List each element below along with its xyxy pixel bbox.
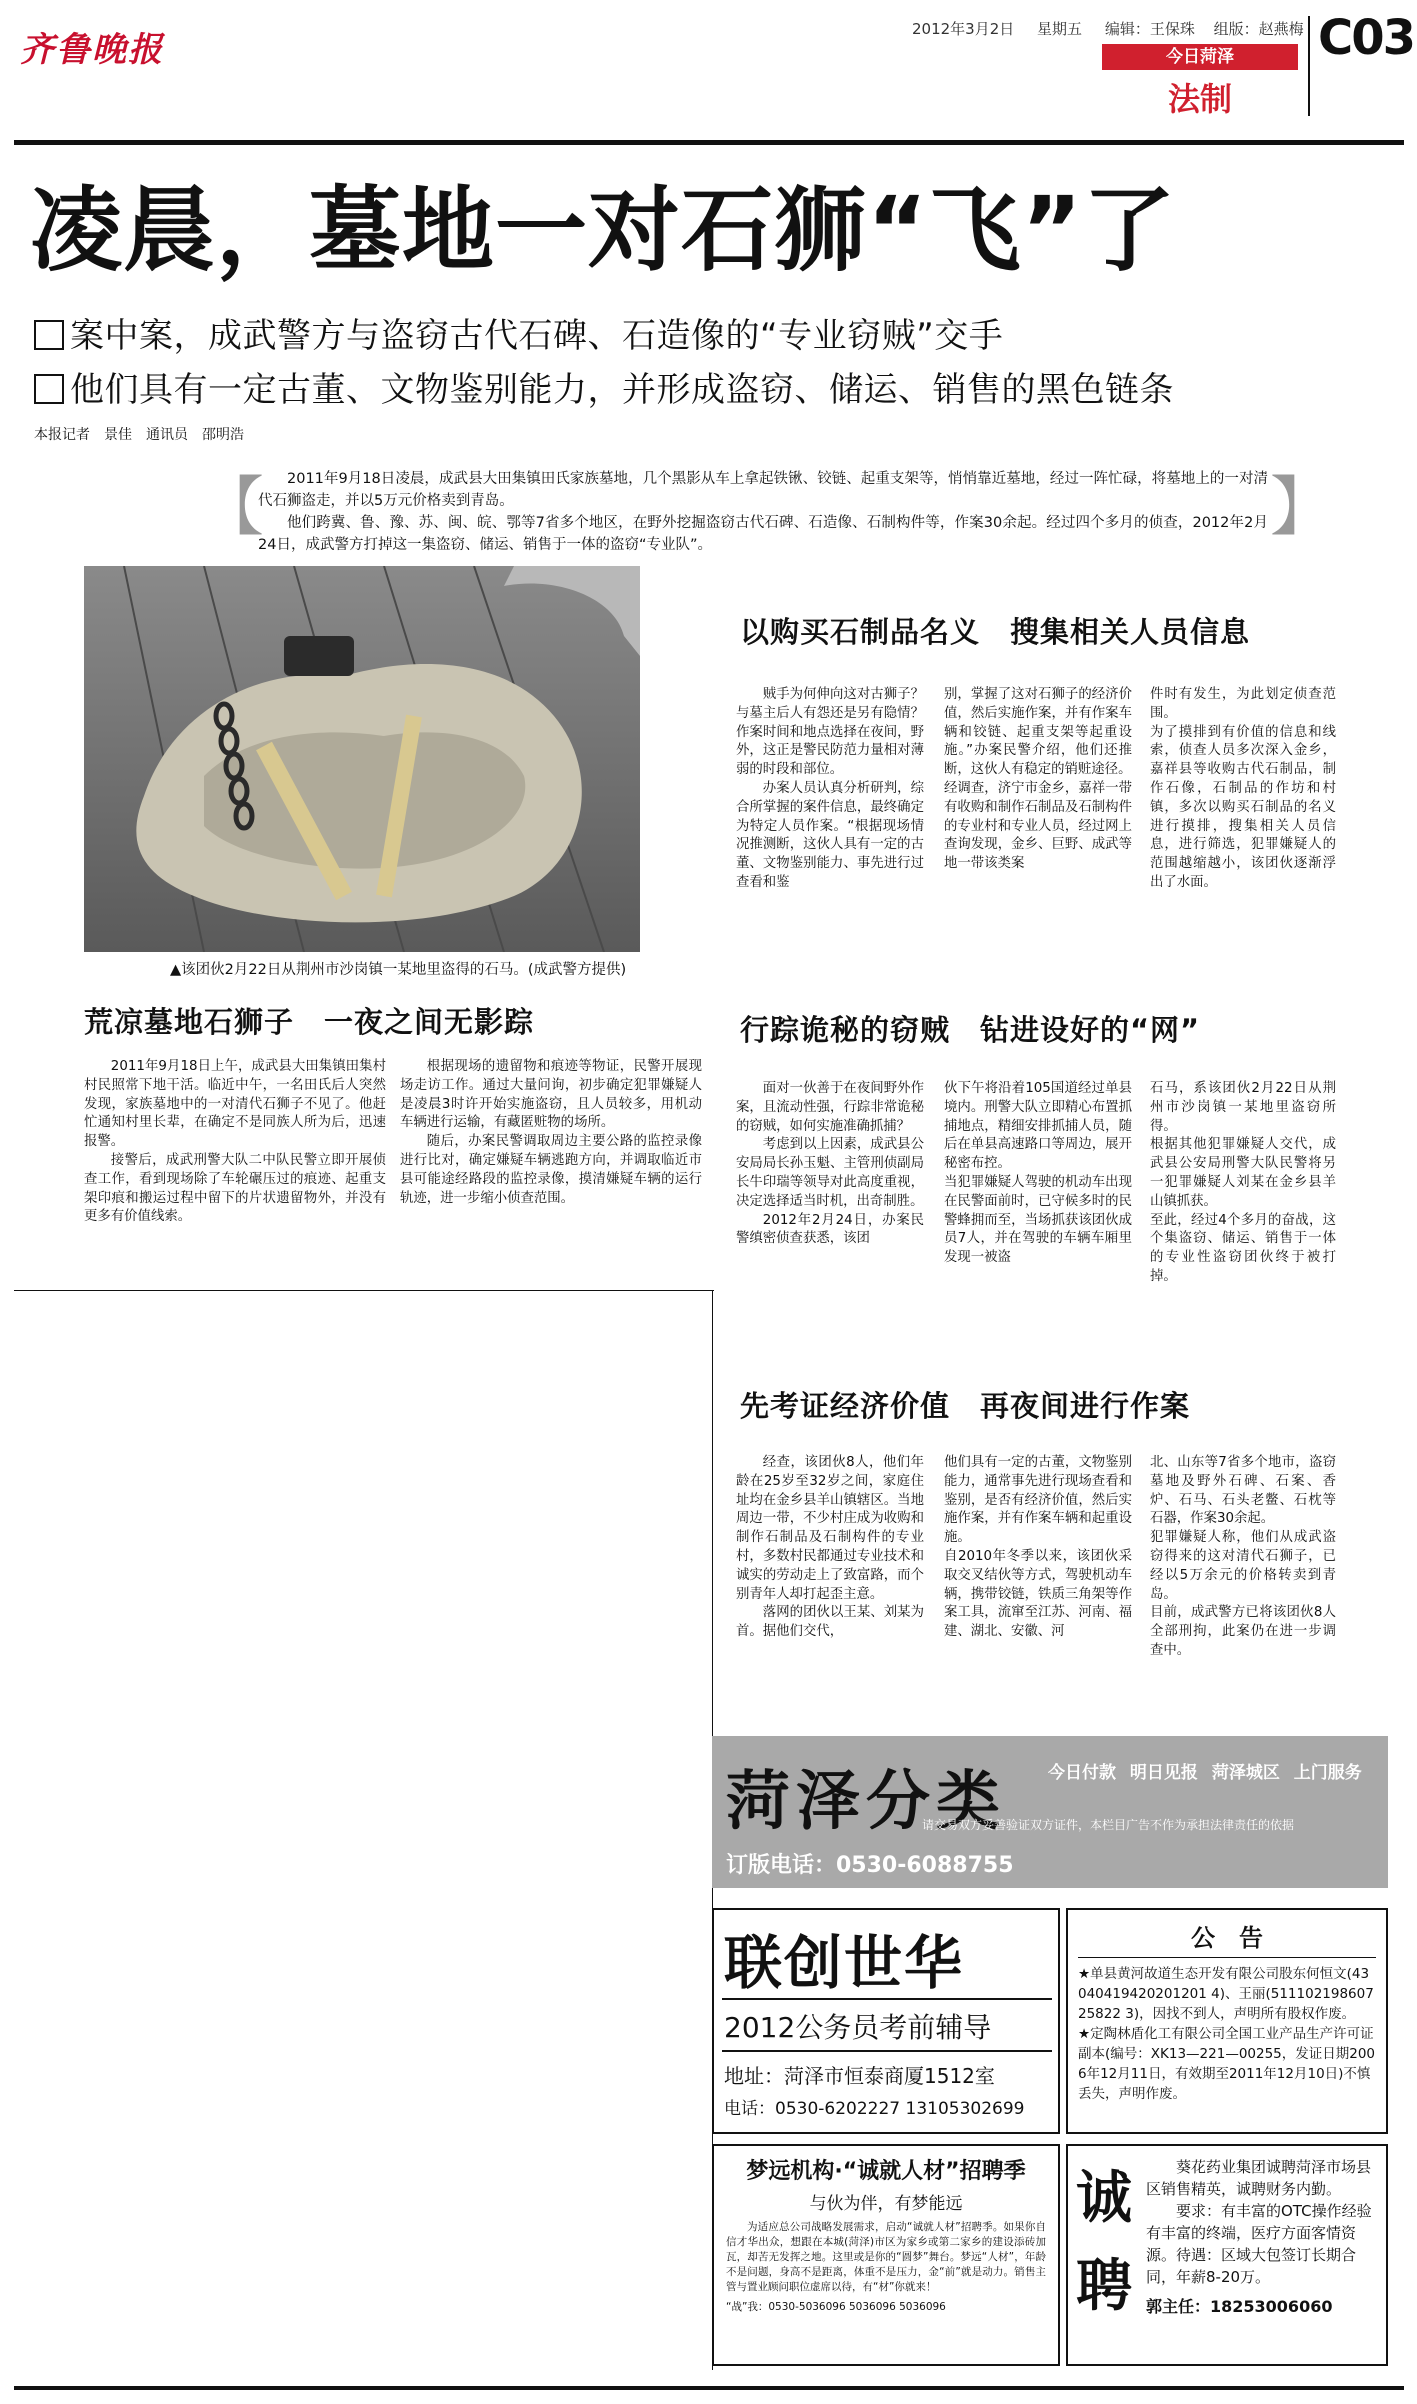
checkbox-icon [34, 374, 64, 404]
lead-p2: 他们跨冀、鲁、豫、苏、闽、皖、鄂等7省多个地区，在野外挖掘盗窃古代石碑、石造像、石制构件等，作案30余起。经过四个多月的侦查，2012年2月24日，成武警方打掉这一集盗窃、储运、销售于一体的盗窃“专业队”。 [258, 515, 1268, 553]
notice-item: ★单县黄河故道生态开发有限公司股东何恒文(43040419420201201 4)、王丽(51110219860725822 3)，因找不到人，声明所有股权作废。 [1078, 1966, 1374, 2022]
lead-bracket-left: 【 [200, 471, 264, 545]
classified-note: 请交易双方妥善验证双方证件，本栏目广告不作为承担法律责任的依据 [922, 1818, 1295, 1832]
paragraph: 当犯罪嫌疑人驾驶的机动车出现在民警面前时，已守候多时的民警蜂拥而至，当场抓获该团伙成员7人，并在驾驶的车辆车厢里发现一被盗 [944, 1174, 1132, 1266]
byline: 本报记者 景佳 通讯员 邵明浩 [34, 427, 244, 443]
section2-col1 [736, 686, 924, 893]
training-brand: 联创世华 [724, 1929, 965, 1997]
paragraph: 伙下午将沿着105国道经过单县境内。刑警大队立即精心布置抓捕地点，精细安排抓捕人员，随后在单县高速路口等周边，展开秘密布控。 [944, 1081, 1132, 1172]
classified-banner [712, 1736, 1388, 1888]
issue-weekday: 星期五 [1037, 20, 1083, 38]
hiring-big-char: 聘 [1076, 2254, 1132, 2319]
recruit-ad [712, 2144, 1060, 2366]
paragraph: 考虑到以上因素，成武县公安局局长孙玉魁、主管刑侦副局长牛印瑞等领导对此高度重视，决定选择适当时机，出奇制胜。 [736, 1137, 924, 1209]
stone-horse-photo [84, 566, 640, 952]
section3-col1 [736, 1080, 924, 1249]
section-title-3: 行踪诡秘的窃贼 钻进设好的“网” [740, 1013, 1201, 1047]
training-divider-2 [722, 2050, 1052, 2052]
section1-col2 [400, 1058, 702, 1208]
paragraph: 根据其他犯罪嫌疑人交代，成武县公安局刑警大队民警将另一犯罪嫌疑人刘某在金乡县羊山镇抓获。 [1150, 1137, 1336, 1209]
designer-credit: 组版：赵燕梅 [1213, 20, 1304, 38]
editor-credit: 编辑：王保珠 [1104, 20, 1195, 38]
page-number: C03 [1318, 10, 1415, 66]
lead-bracket-right: 】 [1270, 471, 1334, 545]
checkbox-icon [34, 320, 64, 350]
hiring-ad [1066, 2144, 1388, 2366]
paragraph: 贼手为何伸向这对古狮子？与墓主后人有怨还是另有隐情？作案时间和地点选择在夜间，野外，这正是警民防范力量相对薄弱的时段和部位。 [736, 687, 924, 778]
paragraph: 北、山东等7省多个地市，盗窃墓地及野外石碑、石案、香炉、石马、石头老鳖、石枕等石器，作案30余起。 [1150, 1455, 1336, 1527]
classified-tag: 明日见报 [1129, 1763, 1198, 1783]
classified-title: 菏泽分类 [726, 1765, 1006, 1839]
section-name: 法制 [1167, 80, 1232, 118]
paragraph: 自2010年冬季以来，该团伙采取交叉结伙等方式，驾驶机动车辆，携带铰链，铁质三角架等作案工具，流窜至江苏、河南、福建、湖北、安徽、河 [944, 1548, 1132, 1640]
classified-tags [1048, 1758, 1362, 1783]
lead-p1: 2011年9月18日凌晨，成武县大田集镇田氏家族墓地，几个黑影从车上拿起铁锹、铰链、起重支架等，悄悄靠近墓地，经过一阵忙碌，将墓地上的一对清代石狮盗走，并以5万元价格卖到青岛。 [258, 471, 1268, 509]
left-block-top-rule [14, 1290, 714, 1291]
section4-col1 [736, 1454, 924, 1642]
hiring-text [1146, 2156, 1380, 2318]
paper-logo: 齐鲁晚报 [20, 30, 164, 70]
training-phone: 电话：0530-6202227 13105302699 [724, 2099, 1025, 2119]
training-course: 2012公务员考前辅导 [724, 2011, 992, 2044]
paragraph: 经调查，济宁市金乡，嘉祥一带有收购和制作石制品及石制构件的专业村和专业人员，经过网上查询发现，金乡、巨野、成武等地一带该类案 [944, 780, 1132, 872]
masthead-rule [14, 140, 1404, 145]
classified-tag: 今日付款 [1048, 1763, 1116, 1783]
section-title-4: 先考证经济价值 再夜间进行作案 [740, 1389, 1191, 1423]
section-title-1: 荒凉墓地石狮子 一夜之间无影踪 [84, 1005, 535, 1039]
hiring-line: 葵花药业集团诚聘菏泽市场县区销售精英，诚聘财务内勤。 [1146, 2158, 1372, 2198]
recruit-body: 为适应总公司战略发展需求，启动“诚就人材”招聘季。如果你自信才华出众，想跟在本城(菏泽)市区为家乡或第二家乡的建设添砖加瓦，却苦无发挥之地。这里或是你的“圆梦”舞台。梦远“人材”，年龄不是问题，身高不是距离，体重不是压力，金“前”就是动力。销售主管与置业顾问职位虚席以待，有“材”你就来！ [726, 2221, 1046, 2293]
lead-paragraph [258, 468, 1268, 556]
footer-rule [14, 2386, 1404, 2390]
photo-caption: ▲该团伙2月22日从荆州市沙岗镇一某地里盗得的石马。(成武警方提供) [170, 962, 627, 978]
paragraph: 他们具有一定的古董，文物鉴别能力，通常事先进行现场查看和鉴别，是否有经济价值，然后实施作案，并有作案车辆和起重设施。 [944, 1455, 1132, 1546]
paragraph: 石马，系该团伙2月22日从荆州市沙岗镇一某地里盗窃所得。 [1150, 1081, 1336, 1134]
paragraph: 落网的团伙以王某、刘某为首。据他们交代， [736, 1605, 924, 1640]
classified-phone: 订版电话：0530-6088755 [726, 1853, 1014, 1878]
paragraph: 办案人员认真分析研判，综合所掌握的案件信息，最终确定为特定人员作案。“根据现场情况推测断，这伙人具有一定的古董、文物鉴别能力、事先进行过查看和鉴 [736, 780, 924, 890]
notice-divider [1078, 1957, 1376, 1958]
hiring-big-char: 诚 [1076, 2166, 1132, 2231]
section3-col2 [944, 1080, 1132, 1268]
paragraph: 犯罪嫌疑人称，他们从成武盗窃得来的这对清代石狮子，已经以5万余元的价格转卖到青岛。 [1150, 1530, 1336, 1602]
paragraph: 2011年9月18日上午，成武县大田集镇田集村村民照常下地干活。临近中午，一名田氏后人突然发现，家族墓地中的一对清代石狮子不见了。他赶忙通知村里长辈，在确定不是同族人所为后，迅速报警。 [84, 1059, 386, 1150]
headline: 凌晨，墓地一对石狮“飞”了 [30, 177, 1176, 284]
paragraph: 别，掌握了这对石狮子的经济价值，然后实施作案，并有作案车辆和铰链、起重支架等起重设施。”办案民警介绍，他们还推断，这伙人有稳定的销赃途径。 [944, 687, 1132, 778]
section-tag: 今日菏泽 [1102, 44, 1298, 70]
paragraph: 2012年2月24日，办案民警缜密侦查获悉，该团 [736, 1212, 924, 1247]
section1-col1 [84, 1058, 386, 1227]
paragraph: 根据现场的遗留物和痕迹等物证，民警开展现场走访工作。通过大量问询，初步确定犯罪嫌疑人是凌晨3时许开始实施盗窃，且人员较多，用机动车辆进行运输，有藏匿赃物的场所。 [400, 1059, 702, 1131]
section-title-2: 以购买石制品名义 搜集相关人员信息 [740, 615, 1251, 649]
paragraph: 面对一伙善于在夜间野外作案，且流动性强，行踪非常诡秘的窃贼，如何实施准确抓捕？ [736, 1081, 924, 1134]
paragraph: 件时有发生，为此划定侦查范围。 [1150, 687, 1336, 721]
hiring-line: 要求：有丰富的OTC操作经验有丰富的终端，医疗方面客情资源。待遇：区域大包签订长期合同，年薪8-20万。 [1146, 2202, 1372, 2286]
notice-item: ★定陶林盾化工有限公司全国工业产品生产许可证副本(编号：XK13—221—00255，发证日期2006年12月11日，有效期至2011年12月10日)不慎丢失，声明作废。 [1078, 2026, 1376, 2102]
issue-info [912, 18, 1304, 39]
photo-illustration [84, 566, 640, 952]
subhead-2: 他们具有一定古董、文物鉴别能力，并形成盗窃、储运、销售的黑色链条 [34, 362, 1174, 411]
hiring-contact: 郭主任：18253006060 [1146, 2297, 1333, 2316]
training-ad [712, 1908, 1060, 2134]
recruit-title: 梦远机构·“诚就人材”招聘季 [746, 2159, 1026, 2184]
paragraph: 接警后，成武刑警大队二中队民警立即开展侦查工作，看到现场除了车轮碾压过的痕迹、起重支架印痕和搬运过程中留下的片状遗留物外，并没有更多有价值线索。 [84, 1152, 386, 1225]
section3-col3 [1150, 1080, 1336, 1287]
paragraph: 至此，经过4个多月的奋战，这个集盗窃、储运、销售于一体的专业性盗窃团伙终于被打掉。 [1150, 1212, 1336, 1284]
section2-col2 [944, 686, 1132, 874]
masthead-divider [1308, 16, 1310, 116]
notice-ad [1066, 1908, 1388, 2134]
issue-date: 2012年3月2日 [912, 20, 1015, 38]
training-address: 地址：菏泽市恒泰商厦1512室 [724, 2064, 995, 2088]
section4-col3 [1150, 1454, 1336, 1661]
notice-title: 公 告 [1191, 1924, 1263, 1952]
paragraph: 为了摸排到有价值的信息和线索，侦查人员多次深入金乡，嘉祥县等收购古代石制品，制作石像，石制品的作坊和村镇，多次以购买石制品的名义进行摸排，搜集相关人员信息，进行筛选，犯罪嫌疑人的范围越缩越小，该团伙逐渐浮出了水面。 [1150, 724, 1336, 890]
recruit-phone: “战”我：0530-5036096 5036096 5036096 [726, 2301, 946, 2313]
paragraph: 目前，成武警方已将该团伙8人全部刑拘，此案仍在进一步调查中。 [1150, 1605, 1336, 1658]
classified-tag: 菏泽城区 [1211, 1763, 1280, 1783]
paragraph: 经查，该团伙8人，他们年龄在25岁至32岁之间，家庭住址均在金乡县羊山镇辖区。当地周边一带，不少村庄成为收购和制作石制品及石制构件的专业村，多数村民都通过专业技术和诚实的劳动走上了致富路，而个别青年人却打起歪主意。 [736, 1455, 924, 1602]
section2-col3 [1150, 686, 1336, 893]
subhead-1: 案中案，成武警方与盗窃古代石碑、石造像的“专业窃贼”交手 [34, 308, 1003, 357]
classified-tag: 上门服务 [1293, 1763, 1362, 1783]
training-divider [722, 1998, 1052, 2000]
paragraph: 随后，办案民警调取周边主要公路的监控录像进行比对，确定嫌疑车辆逃跑方向，并调取临近市县可能途经路段的监控录像，摸清嫌疑车辆的运行轨迹，进一步缩小侦查范围。 [400, 1134, 702, 1206]
section4-col2 [944, 1454, 1132, 1642]
recruit-slogan: 与伙为伴，有梦能远 [809, 2194, 963, 2214]
